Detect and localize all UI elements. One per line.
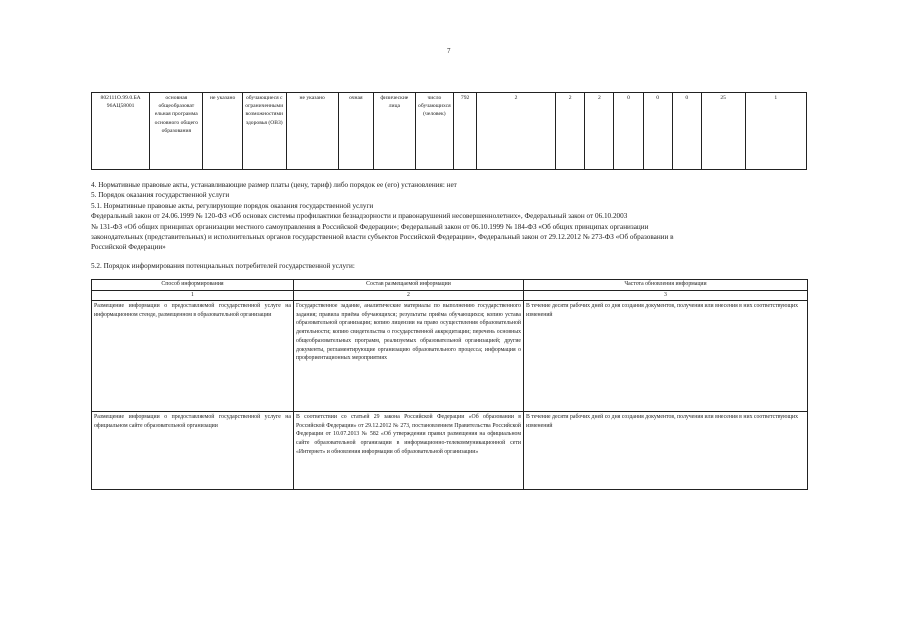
form-cell: очная — [338, 93, 373, 170]
content-cell: В соответствии со статьей 29 закона Российской Федерации «Об образовании в Российской Федерации» от 29.12.2012 № 273, постановлением Правительства Российской Федерации от 10.07.2013 № 582 «Об утверждении правил размещения на официальном сайте образовательной организации в информационно-телекоммуникационной сети «Интернет» и обновления информации об образовательной организации» — [294, 412, 524, 490]
program-cell: основная общеобразоват ельная программа основного общего образования — [150, 93, 203, 170]
law-text-line: Российской Федерации» — [91, 243, 166, 252]
law-text-line: № 131-ФЗ «Об общих принципах организации местного самоуправления в Российской Федерации»; Федеральный закон от 06.10.1999 № 184-ФЗ «Об общих принципах организации — [91, 222, 649, 231]
column-number-row — [92, 290, 808, 301]
place-cell: не указано — [286, 93, 338, 170]
value-cell: 0 — [672, 93, 701, 170]
page-number: 7 — [447, 47, 451, 55]
method-cell: Размещение информации о предоставляемой государственной услуге на официальном сайте образовательной организации — [92, 412, 294, 490]
information-table — [91, 279, 808, 490]
law-text-line: законодательных (представительных) и исполнительных органов государственной власти субъектов Российской Федерации», Федеральный закон от 29.12.2012 № 273-ФЗ «Об образовании в — [91, 233, 674, 242]
section-5-heading: 5. Порядок оказания государственной услуги — [91, 191, 230, 200]
column-number: 3 — [524, 290, 808, 301]
consumers-cell: физические лица — [374, 93, 416, 170]
content-cell: Государственное задание, аналитические материалы по выполнению государственного задания; правила приёма обучающихся; результаты приёма обучающихся; копию устава образовательной организации; копию лицензии на право осуществления образовательной деятельности; копию свидетельства о государственной аккредитации; перечень основных общеобразовательных программ, реализуемых образовательной организацией; другие документы, регламентирующие организацию образовательного процесса; информация о профориентационных мероприятиях — [294, 301, 524, 412]
column-header: Состав размещаемой информации — [294, 280, 524, 291]
value-cell: 1 — [745, 93, 806, 170]
standard-cell: не указано — [203, 93, 243, 170]
category-cell: обучающиеся с ограниченными возможностями здоровья (ОВЗ) — [242, 93, 286, 170]
section-5-1-heading: 5.1. Нормативные правовые акты, регулирующие порядок оказания государственной услуги — [91, 201, 374, 210]
table-row — [92, 412, 808, 490]
column-header: Частота обновления информации — [524, 280, 808, 291]
method-cell: Размещение информации о предоставляемой государственной услуге на информационном стенде, размещенном в образовательной организации — [92, 301, 294, 412]
value-cell: 2 — [556, 93, 585, 170]
table-row — [92, 93, 807, 170]
frequency-cell: В течение десяти рабочих дней со дня создания документов, получения или внесения в них соответствующих изменений — [524, 301, 808, 412]
indicator-cell: число обучающихся (человек) — [415, 93, 454, 170]
table-row — [92, 301, 808, 412]
frequency-cell: В течение десяти рабочих дней со дня создания документов, получения или внесения в них соответствующих изменений — [524, 412, 808, 490]
regulations-section — [91, 180, 807, 271]
value-cell: 25 — [701, 93, 745, 170]
value-cell: 0 — [643, 93, 672, 170]
section-4-text: 4. Нормативные правовые акты, устанавливающие размер платы (цену, тариф) либо порядок ее (его) установления: нет — [91, 181, 457, 189]
registry-number-cell: 802111О.99.0.БА 96АЦ58001 — [92, 93, 150, 170]
value-cell: 2 — [585, 93, 614, 170]
okei-code-cell: 792 — [454, 93, 477, 170]
column-number: 2 — [294, 290, 524, 301]
section-5-2-heading: 5.2. Порядок информирования потенциальных потребителей государственной услуги: — [91, 261, 355, 270]
column-header: Способ информирования — [92, 280, 294, 291]
value-cell: 0 — [614, 93, 643, 170]
table-header-row — [92, 280, 808, 291]
law-text-line: Федеральный закон от 24.06.1999 № 120-ФЗ «Об основах системы профилактики безнадзорности и правонарушений несовершеннолетних», Федеральный закон от 06.10.2003 — [91, 212, 628, 221]
service-volume-table — [91, 92, 807, 170]
column-number: 1 — [92, 290, 294, 301]
value-cell: 2 — [477, 93, 556, 170]
